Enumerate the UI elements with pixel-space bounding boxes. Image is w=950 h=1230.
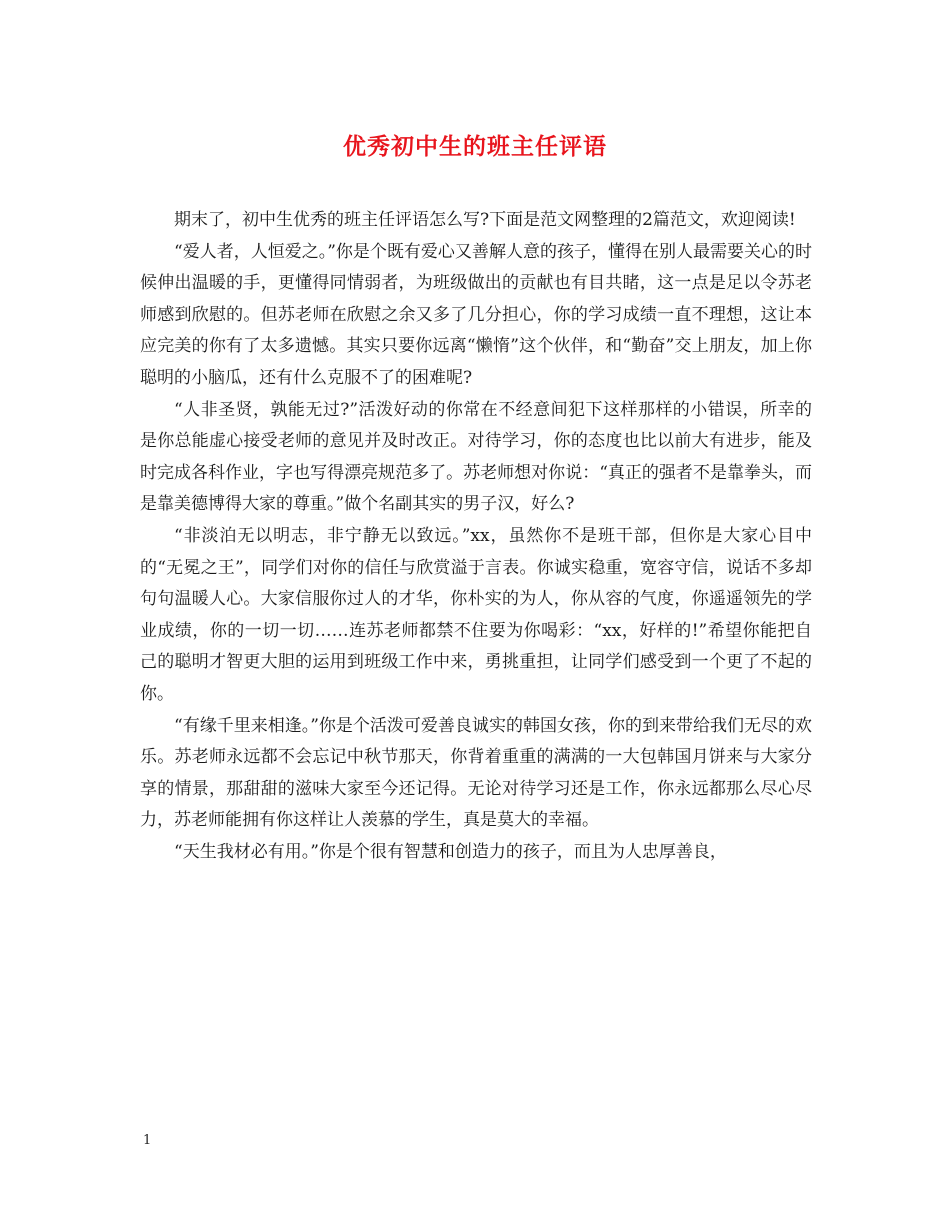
paragraph-comment-5: “天生我材必有用。”你是个很有智慧和创造力的孩子，而且为人忠厚善良， <box>174 841 727 862</box>
paragraph-comment-3: “非淡泊无以明志，非宁静无以致远。”xx，虽然你不是班干部，但你是大家心目中的“无冕之王”，同学们对你的信任与欣赏溢于言表。你诚实稳重，宽容守信，说话不多却句句温暖人心。大家信服你过人的才华，你朴实的为人，你从容的气度，你遥遥领先的学业成绩，你的一切一切……连苏老师都禁不住要为你喝彩：“xx，好样的!”希望你能把自己的聪明才智更大胆的运用到班级工作中来，勇挑重担，让同学们感受到一个更了不起的你。 <box>140 525 812 704</box>
page-number: 1 <box>143 1133 152 1148</box>
document-title: 优秀初中生的班主任评语 <box>343 133 607 160</box>
paragraph-intro: 期末了，初中生优秀的班主任评语怎么写?下面是范文网整理的2篇范文，欢迎阅读! <box>174 210 796 230</box>
document-body <box>140 205 812 868</box>
paragraph-comment-1: “爱人者，人恒爱之。”你是个既有爱心又善解人意的孩子，懂得在别人最需要关心的时候伸出温暖的手，更懂得同情弱者，为班级做出的贡献也有目共睹，这一点是足以令苏老师感到欣慰的。但苏老师在欣慰之余又多了几分担心，你的学习成绩一直不理想，这让本应完美的你有了太多遗憾。其实只要你远离“懒惰”这个伙伴，和“勤奋”交上朋友，加上你聪明的小脑瓜，还有什么克服不了的困难呢? <box>140 241 812 388</box>
paragraph-comment-2: “人非圣贤，孰能无过?”活泼好动的你常在不经意间犯下这样那样的小错误，所幸的是你总能虚心接受老师的意见并及时改正。对待学习，你的态度也比以前大有进步，能及时完成各科作业，字也写得漂亮规范多了。苏老师想对你说：“真正的强者不是靠拳头，而是靠美德博得大家的尊重。”做个名副其实的男子汉，好么? <box>140 399 812 515</box>
paragraph-comment-4: “有缘千里来相逢。”你是个活泼可爱善良诚实的韩国女孩，你的到来带给我们无尽的欢乐。苏老师永远都不会忘记中秋节那天，你背着重重的满满的一大包韩国月饼来与大家分享的情景，那甜甜的滋味大家至今还记得。无论对待学习还是工作，你永远都那么尽心尽力，苏老师能拥有你这样让人羡慕的学生，真是莫大的幸福。 <box>140 715 812 831</box>
